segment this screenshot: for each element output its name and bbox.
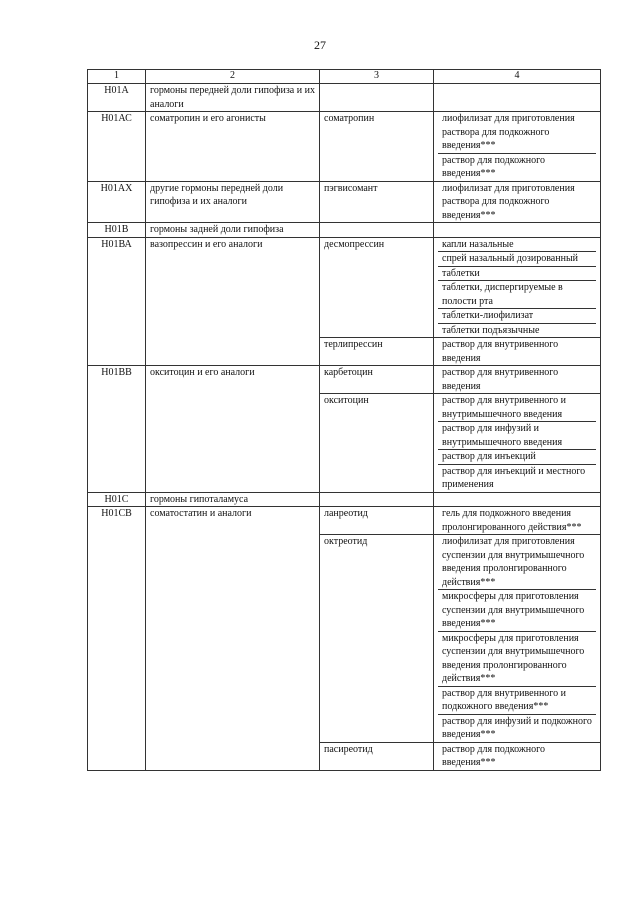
dosage-form: спрей назальный дозированный <box>438 252 596 267</box>
drug-name-cell: соматропин <box>320 112 434 182</box>
anatomical-group-cell: вазопрессин и его аналоги <box>146 237 320 338</box>
dosage-form: раствор для инфузий и внутримышечного введения <box>438 422 596 450</box>
table-row <box>88 742 601 770</box>
dosage-form: микросферы для приготовления суспензии для внутримышечного введения*** <box>438 590 596 632</box>
dosage-forms-cell <box>434 112 601 182</box>
dosage-form: микросферы для приготовления суспензии для внутримышечного введения пролонгированного действия*** <box>438 632 596 687</box>
drug-name-cell: терлипрессин <box>320 338 434 366</box>
dosage-forms-cell <box>434 181 601 223</box>
drug-table <box>87 69 601 771</box>
dosage-form: раствор для внутривенного и подкожного введения*** <box>438 687 596 715</box>
anatomical-group-cell <box>146 742 320 770</box>
anatomical-group-cell: другие гормоны передней доли гипофиза и их аналоги <box>146 181 320 223</box>
drug-name-cell: пасиреотид <box>320 742 434 770</box>
dosage-form: таблетки, диспергируемые в полости рта <box>438 281 596 309</box>
dosage-form: раствор для инъекций <box>438 450 596 465</box>
dosage-forms-cell <box>434 492 601 507</box>
dosage-form: раствор для внутривенного введения <box>442 367 559 392</box>
table-row <box>88 223 601 238</box>
anatomical-group-cell: гормоны задней доли гипофиза <box>146 223 320 238</box>
table-row <box>88 181 601 223</box>
column-header-2: 2 <box>146 70 320 84</box>
column-header-1: 1 <box>88 70 146 84</box>
table-body <box>88 70 601 771</box>
dosage-form: таблетки подъязычные <box>442 324 540 336</box>
table-row <box>88 394 601 493</box>
anatomical-group-cell <box>146 535 320 743</box>
dosage-form: раствор для внутривенного и внутримышечного введения <box>438 394 596 422</box>
dosage-form: капли назальные <box>438 238 596 253</box>
dosage-forms-cell <box>434 338 601 366</box>
column-header-4: 4 <box>434 70 601 84</box>
dosage-form: раствор для внутривенного введения <box>442 339 559 364</box>
drug-name-cell: окситоцин <box>320 394 434 493</box>
dosage-forms-cell <box>434 84 601 112</box>
anatomical-group-cell: соматостатин и аналоги <box>146 507 320 535</box>
atc-code-cell <box>88 338 146 366</box>
anatomical-group-cell: гормоны гипоталамуса <box>146 492 320 507</box>
atc-code-cell <box>88 742 146 770</box>
atc-code-cell: Н01АХ <box>88 181 146 223</box>
page-number: 27 <box>314 38 326 52</box>
table-row <box>88 112 601 182</box>
drug-name-cell: октреотид <box>320 535 434 743</box>
dosage-form: таблетки-лиофилизат <box>438 309 596 324</box>
atc-code-cell: Н01АС <box>88 112 146 182</box>
table-header-row <box>88 70 601 84</box>
atc-code-cell: Н01А <box>88 84 146 112</box>
atc-code-cell <box>88 535 146 743</box>
drug-name-cell <box>320 223 434 238</box>
table-row <box>88 84 601 112</box>
dosage-forms-cell <box>434 223 601 238</box>
drug-name-cell: карбетоцин <box>320 366 434 394</box>
dosage-form: раствор для подкожного введения*** <box>442 154 545 179</box>
dosage-form: лиофилизат для приготовления суспензии для внутримышечного введения пролонгированного действия*** <box>438 535 596 590</box>
dosage-form <box>438 493 596 507</box>
anatomical-group-cell: гормоны передней доли гипофиза и их аналоги <box>146 84 320 112</box>
column-header-3: 3 <box>320 70 434 84</box>
drug-name-cell <box>320 492 434 507</box>
anatomical-group-cell <box>146 394 320 493</box>
table-row <box>88 492 601 507</box>
anatomical-group-cell <box>146 338 320 366</box>
atc-code-cell: Н01СВ <box>88 507 146 535</box>
dosage-forms-cell <box>434 742 601 770</box>
table-row <box>88 366 601 394</box>
dosage-forms-cell <box>434 394 601 493</box>
atc-code-cell: Н01ВА <box>88 237 146 338</box>
dosage-forms-cell <box>434 507 601 535</box>
dosage-form: раствор для инъекций и местного применения <box>442 465 586 490</box>
dosage-forms-cell <box>434 535 601 743</box>
dosage-form: раствор для подкожного введения*** <box>442 743 545 768</box>
dosage-form: гель для подкожного введения пролонгированного действия*** <box>442 508 582 533</box>
drug-name-cell: десмопрессин <box>320 237 434 338</box>
dosage-forms-cell <box>434 366 601 394</box>
dosage-forms-cell <box>434 237 601 338</box>
dosage-form: лиофилизат для приготовления раствора для подкожного введения*** <box>442 182 575 221</box>
atc-code-cell <box>88 394 146 493</box>
table-row <box>88 338 601 366</box>
atc-code-cell: Н01С <box>88 492 146 507</box>
atc-code-cell: Н01ВВ <box>88 366 146 394</box>
dosage-form: раствор для инфузий и подкожного введения*** <box>442 715 592 740</box>
table-row <box>88 507 601 535</box>
dosage-form <box>438 223 596 237</box>
drug-name-cell: ланреотид <box>320 507 434 535</box>
anatomical-group-cell: соматропин и его агонисты <box>146 112 320 182</box>
dosage-form: лиофилизат для приготовления раствора для подкожного введения*** <box>438 112 596 154</box>
drug-name-cell: пэгвисомант <box>320 181 434 223</box>
anatomical-group-cell: окситоцин и его аналоги <box>146 366 320 394</box>
drug-name-cell <box>320 84 434 112</box>
dosage-form: таблетки <box>438 267 596 282</box>
table-row <box>88 237 601 338</box>
table-row <box>88 535 601 743</box>
atc-code-cell: Н01В <box>88 223 146 238</box>
